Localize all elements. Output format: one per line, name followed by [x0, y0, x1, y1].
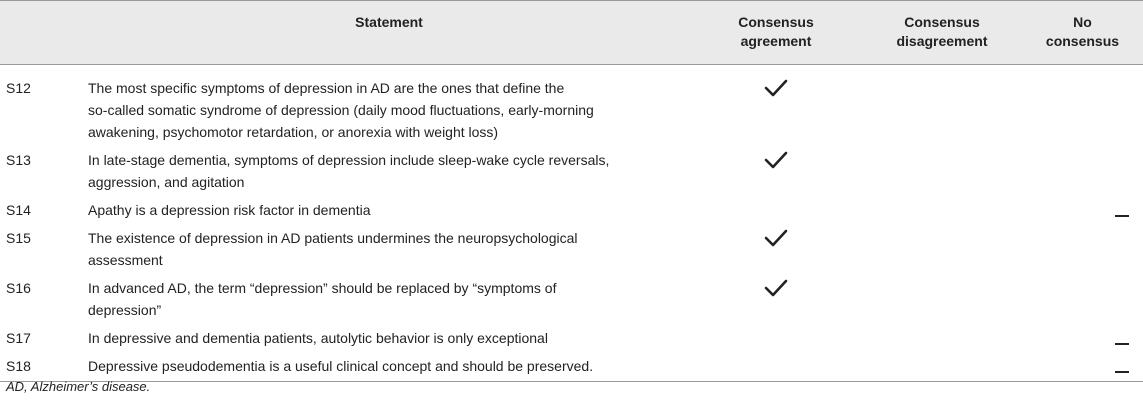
table-row — [0, 274, 1143, 324]
disagreement-cell — [862, 352, 1022, 382]
agreement-cell — [690, 196, 862, 224]
no-consensus-cell — [1022, 324, 1143, 352]
statement-id: S15 — [6, 230, 31, 246]
statement-line: so-called somatic syndrome of depression (daily mood fluctuations, early-morning — [88, 102, 594, 118]
checkmark-icon — [764, 78, 788, 98]
statement-text — [88, 146, 690, 196]
agreement-cell — [690, 65, 862, 147]
table-row — [0, 224, 1143, 274]
disagreement-cell — [862, 224, 1022, 274]
no-consensus-cell — [1022, 224, 1143, 274]
agreement-cell — [690, 324, 862, 352]
header-id — [0, 1, 88, 65]
statement-id: S14 — [6, 202, 31, 218]
statement-line: In depressive and dementia patients, autolytic behavior is only exceptional — [88, 330, 548, 346]
header-disagree-line1: Consensus — [904, 14, 980, 30]
statement-line: assessment — [88, 252, 163, 268]
no-consensus-cell — [1022, 146, 1143, 196]
table-row — [0, 324, 1143, 352]
statement-line: The most specific symptoms of depression in AD are the ones that define the — [88, 80, 565, 96]
agreement-cell — [690, 146, 862, 196]
header-consensus-agreement — [690, 1, 862, 65]
no-consensus-cell — [1022, 352, 1143, 382]
header-agree-line1: Consensus — [738, 14, 814, 30]
header-consensus-disagreement — [862, 1, 1022, 65]
dash-icon — [1115, 343, 1129, 345]
statement-text — [88, 274, 690, 324]
checkmark-icon — [764, 150, 788, 170]
agreement-cell — [690, 274, 862, 324]
statement-text — [88, 65, 690, 147]
agreement-cell — [690, 224, 862, 274]
no-consensus-cell — [1022, 274, 1143, 324]
statement-text — [88, 196, 690, 224]
disagreement-cell — [862, 65, 1022, 147]
table-footnote: AD, Alzheimer’s disease. — [6, 379, 151, 394]
disagreement-cell — [862, 274, 1022, 324]
statement-text — [88, 324, 690, 352]
statement-line: awakening, psychomotor retardation, or anorexia with weight loss) — [88, 124, 499, 140]
statement-line: In advanced AD, the term “depression” should be replaced by “symptoms of — [88, 280, 557, 296]
disagreement-cell — [862, 196, 1022, 224]
header-statement: Statement — [355, 14, 423, 30]
statement-line: The existence of depression in AD patients undermines the neuropsychological — [88, 230, 578, 246]
checkmark-icon — [764, 278, 788, 298]
header-no-consensus — [1022, 1, 1143, 65]
statement-id: S18 — [6, 358, 31, 374]
table-header-row — [0, 1, 1143, 65]
no-consensus-cell — [1022, 196, 1143, 224]
table-row — [0, 196, 1143, 224]
no-consensus-cell — [1022, 65, 1143, 147]
statement-id: S16 — [6, 280, 31, 296]
statement-line: In late-stage dementia, symptoms of depression include sleep-wake cycle reversals, — [88, 152, 610, 168]
statement-text — [88, 352, 690, 382]
table-row — [0, 65, 1143, 147]
dash-icon — [1115, 371, 1129, 373]
statement-id: S12 — [6, 80, 31, 96]
table-body — [0, 65, 1143, 382]
header-none-line2: consensus — [1045, 33, 1120, 49]
table-row — [0, 352, 1143, 382]
disagreement-cell — [862, 146, 1022, 196]
statement-line: aggression, and agitation — [88, 174, 245, 190]
statement-line: Apathy is a depression risk factor in dementia — [88, 202, 371, 218]
statement-id: S17 — [6, 330, 31, 346]
statement-id: S13 — [6, 152, 31, 168]
checkmark-icon — [764, 228, 788, 248]
statement-line: depression” — [88, 302, 162, 318]
disagreement-cell — [862, 324, 1022, 352]
table-row — [0, 146, 1143, 196]
header-none-line1: No — [1073, 14, 1092, 30]
agreement-cell — [690, 352, 862, 382]
header-disagree-line2: disagreement — [896, 33, 988, 49]
statement-text — [88, 224, 690, 274]
header-agree-line2: agreement — [740, 33, 812, 49]
statement-line: Depressive pseudodementia is a useful clinical concept and should be preserved. — [88, 358, 594, 374]
dash-icon — [1115, 215, 1129, 217]
